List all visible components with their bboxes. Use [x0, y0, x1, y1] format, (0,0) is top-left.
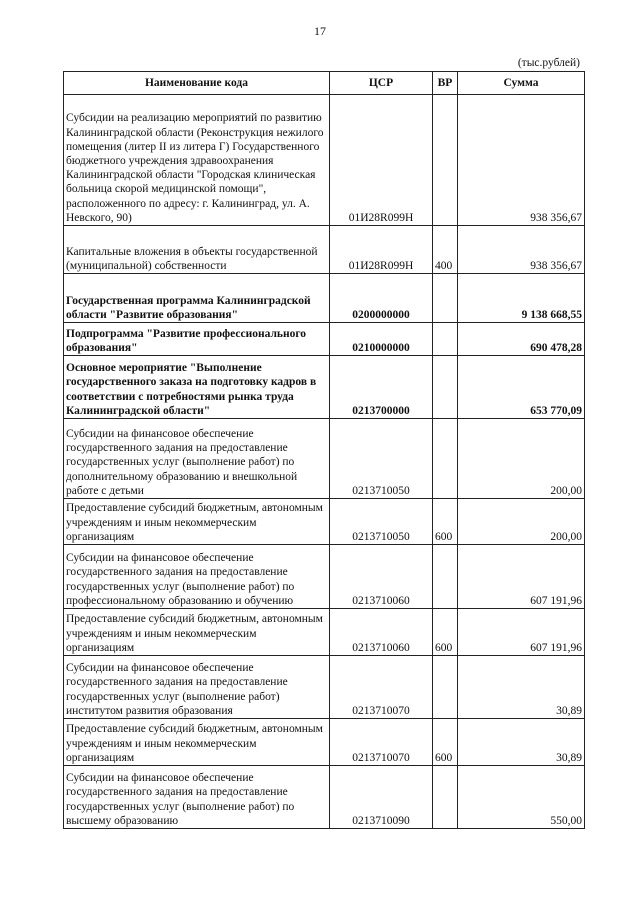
table-row [64, 323, 585, 356]
row-name: Субсидии на реализацию мероприятий по развитию Калининградской области (Реконструкция нежилого помещения (литер II из литера Г) Государственного бюджетного учреждения здравоохранения Калининградской области "Городская клиническая больница скорой медицинской помощи", расположенного по адресу: г. Калининград, ул. А. Невского, 90) [64, 95, 330, 226]
row-sum: 30,89 [458, 656, 585, 719]
row-sum: 938 356,67 [458, 226, 585, 274]
row-name: Предоставление субсидий бюджетным, автономным учреждениям и иным некоммерческим организациям [64, 719, 330, 766]
table-row [64, 356, 585, 419]
table-row [64, 95, 585, 226]
table-row [64, 719, 585, 766]
row-vr: 600 [433, 609, 458, 656]
row-vr [433, 656, 458, 719]
row-name: Субсидии на финансовое обеспечение государственного задания на предоставление государственных услуг (выполнение работ) институтом развития образования [64, 656, 330, 719]
row-sum: 30,89 [458, 719, 585, 766]
row-vr: 600 [433, 719, 458, 766]
row-csr: 01И28R099Н [330, 95, 433, 226]
header-csr: ЦСР [330, 72, 433, 95]
row-name: Субсидии на финансовое обеспечение государственного задания на предоставление государственных услуг (выполнение работ) по дополнительному образованию и внешкольной работе с детьми [64, 419, 330, 499]
row-vr: 600 [433, 499, 458, 545]
row-sum: 550,00 [458, 766, 585, 829]
row-csr: 0213710070 [330, 656, 433, 719]
table-row [64, 499, 585, 545]
row-csr: 01И28R099Н [330, 226, 433, 274]
row-sum: 938 356,67 [458, 95, 585, 226]
row-sum: 607 191,96 [458, 609, 585, 656]
page-number: 17 [314, 24, 326, 38]
row-csr: 0213710050 [330, 499, 433, 545]
budget-table [63, 71, 585, 829]
row-vr [433, 356, 458, 419]
row-vr [433, 766, 458, 829]
row-csr: 0210000000 [330, 323, 433, 356]
row-sum: 9 138 668,55 [458, 274, 585, 323]
table-row [64, 274, 585, 323]
table-row [64, 545, 585, 609]
row-vr [433, 274, 458, 323]
row-name: Субсидии на финансовое обеспечение государственного задания на предоставление государственных услуг (выполнение работ) по профессиональному образованию и обучению [64, 545, 330, 609]
row-name: Основное мероприятие "Выполнение государственного заказа на подготовку кадров в соответствии с потребностями рынка труда Калининградской области" [64, 356, 330, 419]
header-vr: ВР [433, 72, 458, 95]
table-row [64, 226, 585, 274]
row-sum: 200,00 [458, 419, 585, 499]
table-row [64, 609, 585, 656]
header-name: Наименование кода [64, 72, 330, 95]
row-csr: 0200000000 [330, 274, 433, 323]
row-name: Предоставление субсидий бюджетным, автономным учреждениям и иным некоммерческим организациям [64, 499, 330, 545]
row-vr [433, 545, 458, 609]
row-vr [433, 95, 458, 226]
row-name: Предоставление субсидий бюджетным, автономным учреждениям и иным некоммерческим организациям [64, 609, 330, 656]
row-vr [433, 419, 458, 499]
row-sum: 200,00 [458, 499, 585, 545]
row-csr: 0213710090 [330, 766, 433, 829]
row-name: Подпрограмма "Развитие профессионального образования" [64, 323, 330, 356]
row-csr: 0213700000 [330, 356, 433, 419]
row-sum: 690 478,28 [458, 323, 585, 356]
row-csr: 0213710060 [330, 545, 433, 609]
row-csr: 0213710060 [330, 609, 433, 656]
row-name: Государственная программа Калининградской области "Развитие образования" [64, 274, 330, 323]
row-sum: 653 770,09 [458, 356, 585, 419]
table-header-row [64, 72, 585, 95]
row-vr [433, 323, 458, 356]
unit-note: (тыс.рублей) [517, 57, 580, 69]
header-sum: Сумма [458, 72, 585, 95]
row-name: Капитальные вложения в объекты государственной (муниципальной) собственности [64, 226, 330, 274]
table-row [64, 419, 585, 499]
table-row [64, 766, 585, 829]
row-vr: 400 [433, 226, 458, 274]
row-csr: 0213710050 [330, 419, 433, 499]
row-csr: 0213710070 [330, 719, 433, 766]
row-name: Субсидии на финансовое обеспечение государственного задания на предоставление государственных услуг (выполнение работ) по высшему образованию [64, 766, 330, 829]
table-row [64, 656, 585, 719]
row-sum: 607 191,96 [458, 545, 585, 609]
